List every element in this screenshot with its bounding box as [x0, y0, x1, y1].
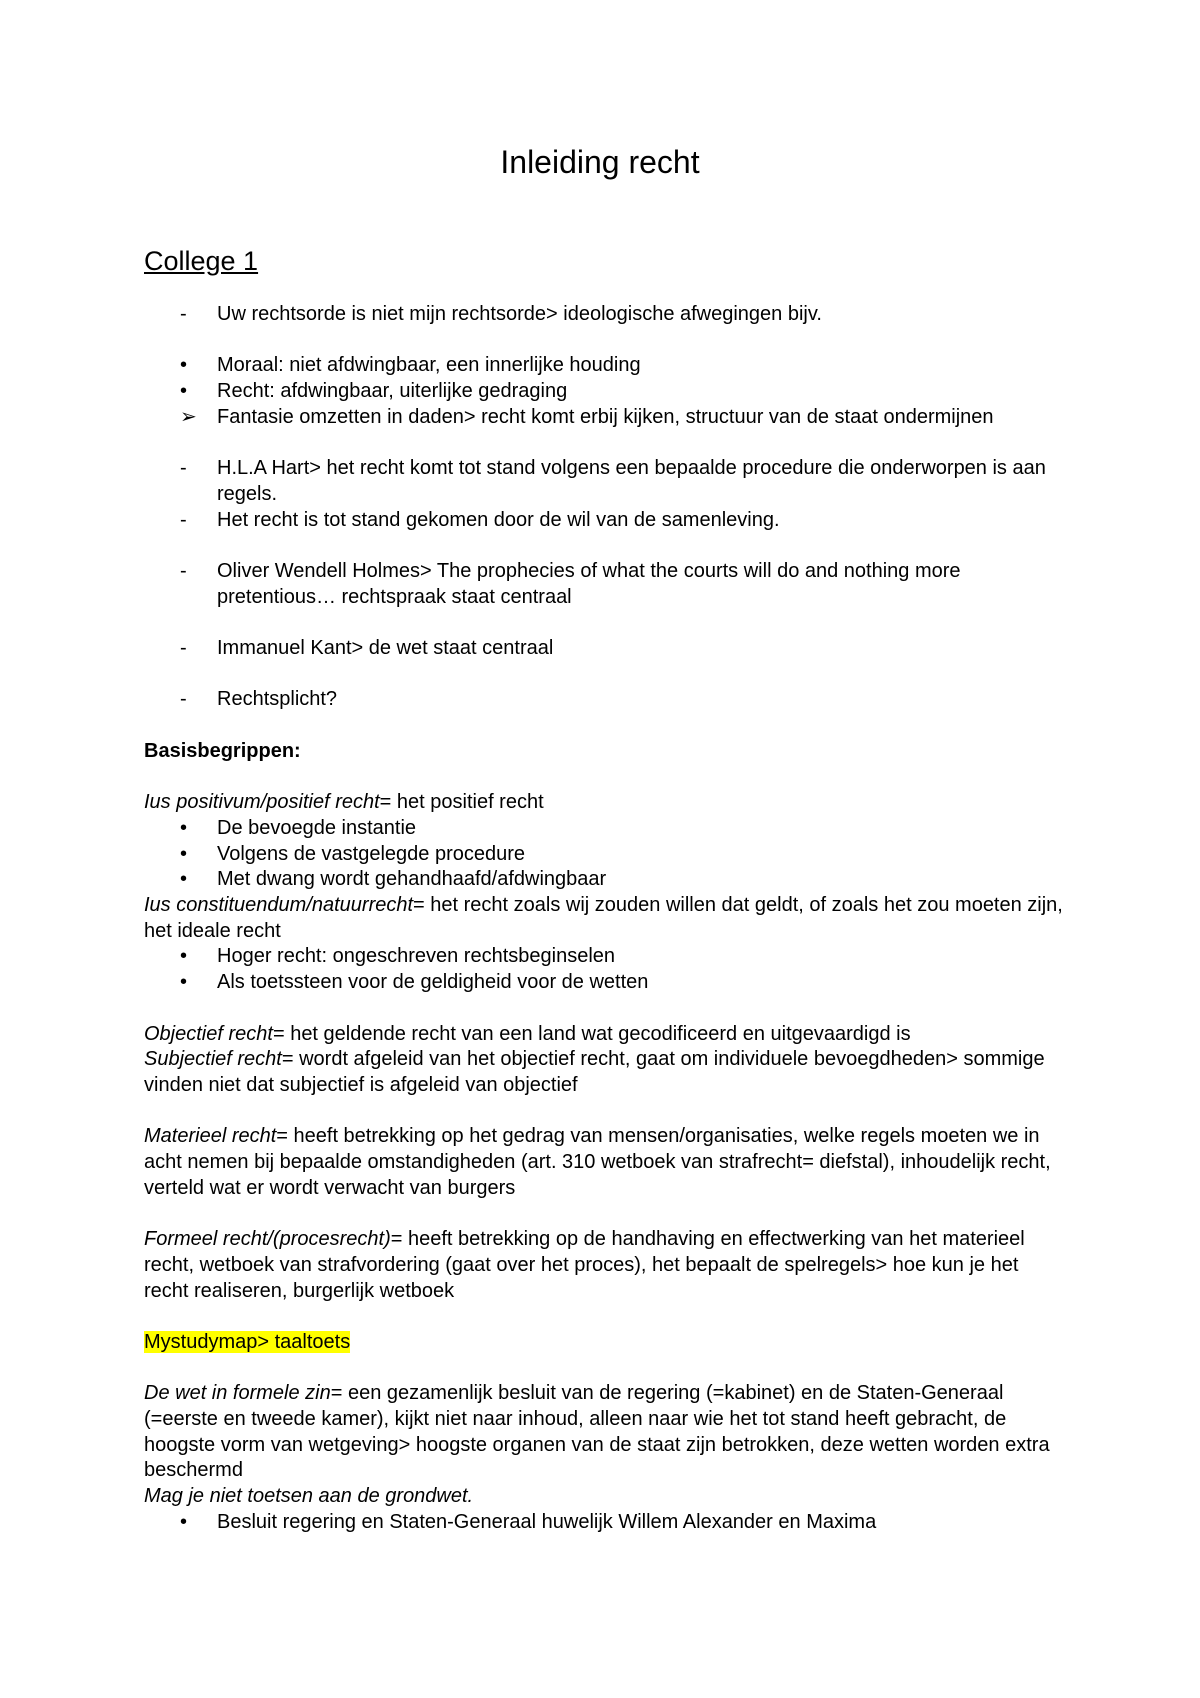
list-item: - Uw rechtsorde is niet mijn rechtsorde> ideologische afwegingen bijv. [144, 302, 1064, 328]
bullet-icon: • [180, 842, 188, 865]
bullet-icon: • [180, 816, 188, 839]
section-heading: College 1 [144, 246, 259, 276]
bullet-icon: • [180, 354, 188, 377]
list-item: - Het recht is tot stand gekomen door de wil van de samenleving. [144, 508, 1064, 534]
dash-marker: - [180, 303, 187, 325]
dash-marker: - [180, 559, 187, 582]
bullet-icon: • [180, 380, 188, 403]
subsection-heading: Basisbegrippen: [144, 739, 301, 762]
dash-marker: - [180, 457, 187, 480]
definition-paragraph: De wet in formele zin= een gezamenlijk besluit van de regering (=kabinet) en de Staten-Generaal (=eerste en tweede kamer), kijkt niet naar inhoud, alleen naar wie het tot stand heeft gebracht, de hoogste vorm van wetgeving> hoogste organen van de staat zijn betrokken, deze wetten worden extra beschermd [144, 1382, 1050, 1482]
list-item: • Volgens de vastgelegde procedure [144, 842, 1064, 868]
list-item: • Besluit regering en Staten-Generaal huwelijk Willem Alexander en Maxima [144, 1510, 1064, 1536]
definition-paragraph: Objectief recht= het geldende recht van een land wat gecodificeerd en uitgevaardigd is [144, 1022, 911, 1045]
highlight-text: Mystudymap> taaltoets [144, 1330, 351, 1353]
dash-marker: - [180, 688, 187, 711]
bullet-icon: • [180, 971, 188, 994]
definition-term: Ius positivum/positief recht [144, 791, 380, 814]
list-item: - H.L.A Hart> het recht komt tot stand volgens een bepaalde procedure die onderworpen is aan regels. [180, 457, 1046, 505]
definition-term: Objectief recht [144, 1022, 273, 1045]
definition-paragraph: Formeel recht/(procesrecht)= heeft betrekking op de handhaving en effectwerking van het materieel recht, wetboek van strafvordering (gaat over het proces), het bepaalt de spelregels> hoe kun je het recht realiseren, burgerlijk wetboek [144, 1228, 1025, 1302]
highlighted-note [144, 1330, 1064, 1356]
definition-term: Ius constituendum/natuurrecht [144, 894, 414, 917]
bullet-icon: • [180, 1510, 188, 1533]
list-item: - Immanuel Kant> de wet staat centraal [144, 636, 1064, 662]
definition-term: Subjectief recht [144, 1048, 282, 1071]
bullet-icon: • [180, 868, 188, 891]
dash-marker: - [180, 637, 187, 660]
italic-note: Mag je niet toetsen aan de grondwet. [144, 1485, 474, 1508]
definition-paragraph: Materieel recht= heeft betrekking op het gedrag van mensen/organisaties, welke regels moeten we in acht nemen bij bepaalde omstandigheden (art. 310 wetboek van strafrecht= diefstal), inhoudelijk recht, verteld wat er wordt verwacht van burgers [144, 1125, 1051, 1199]
definition-term: Materieel recht [144, 1125, 277, 1148]
list-item: • Hoger recht: ongeschreven rechtsbeginselen [144, 944, 1064, 970]
list-item: • Als toetssteen voor de geldigheid voor de wetten [144, 970, 1064, 996]
definition-term: De wet in formele zin [144, 1382, 331, 1405]
bullet-icon: • [180, 945, 188, 968]
arrow-bullet-icon: ➢ [180, 405, 197, 428]
document-body [144, 302, 1064, 1536]
definition-paragraph: Subjectief recht= wordt afgeleid van het objectief recht, gaat om individuele bevoegdheden> sommige vinden niet dat subjectief is afgeleid van objectief [144, 1048, 1045, 1096]
definition-term: Formeel recht/(procesrecht) [144, 1228, 391, 1251]
list-item: ➢ Fantasie omzetten in daden> recht komt erbij kijken, structuur van de staat ondermijnen [144, 405, 1064, 431]
definition-paragraph: Ius constituendum/natuurrecht= het recht zoals wij zouden willen dat geldt, of zoals het zou moeten zijn, het ideale recht [144, 894, 1063, 942]
list-item: • Recht: afdwingbaar, uiterlijke gedraging [144, 379, 1064, 405]
list-item: • Moraal: niet afdwingbaar, een innerlijke houding [144, 353, 1064, 379]
list-item: • Met dwang wordt gehandhaafd/afdwingbaar [144, 867, 1064, 893]
list-item: • De bevoegde instantie [144, 816, 1064, 842]
list-item: - Oliver Wendell Holmes> The prophecies of what the courts will do and nothing more pretentious… rechtspraak staat centraal [180, 559, 961, 608]
definition-paragraph: Ius positivum/positief recht= het positief recht [144, 791, 544, 814]
dash-marker: - [180, 508, 187, 531]
document-title: Inleiding recht [500, 144, 700, 180]
list-item: - Rechtsplicht? [144, 687, 1064, 713]
